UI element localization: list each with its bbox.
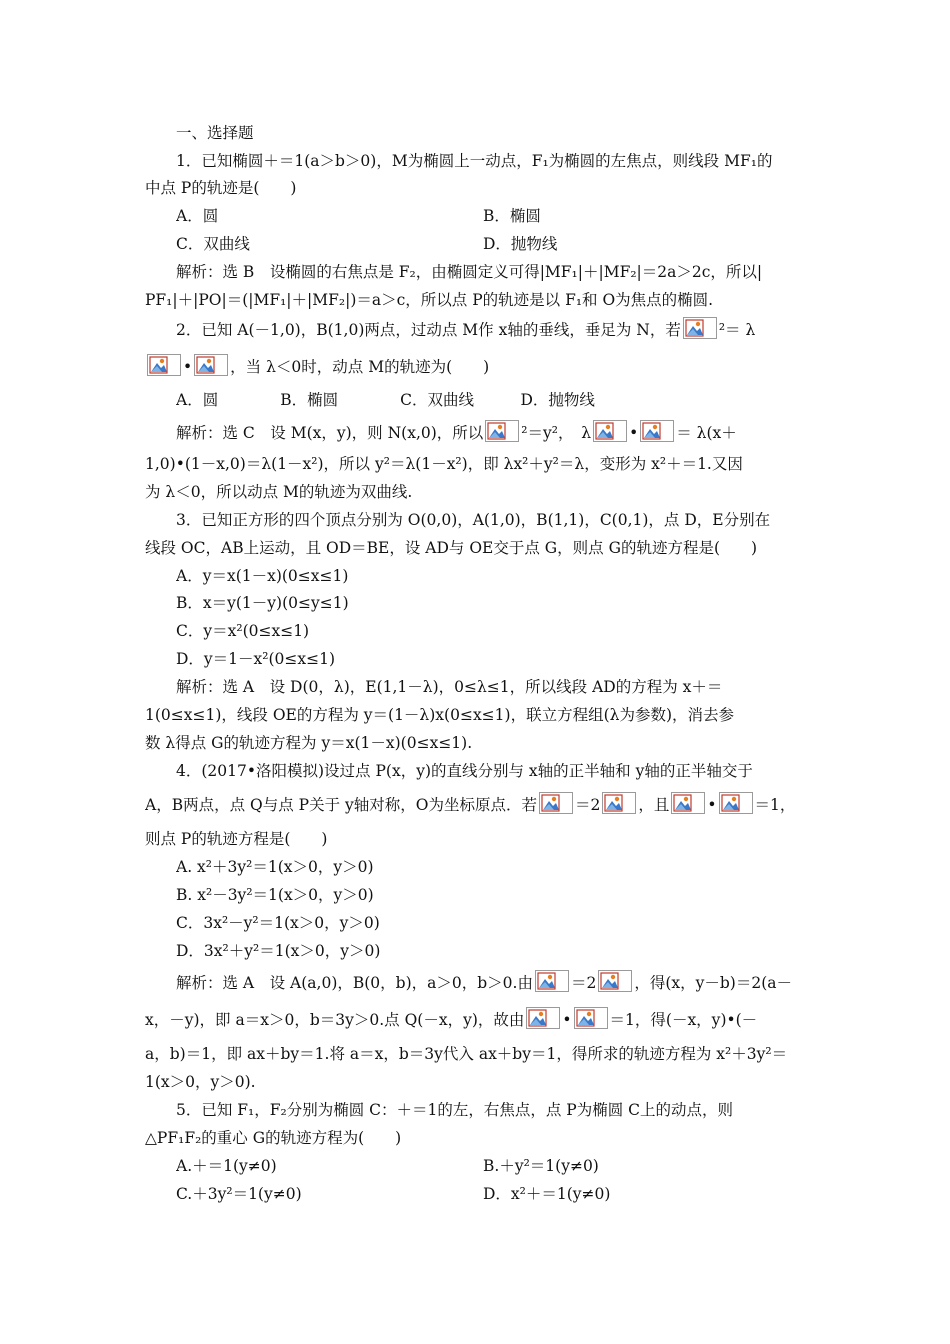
q1-stem-line2: 中点 P的轨迹是( ) <box>145 179 297 197</box>
q4-stem-line2 <box>145 792 807 818</box>
q2-solution-line3: 为 λ＜0，所以动点 M的轨迹为双曲线. <box>145 483 413 501</box>
q2-stem-line2 <box>145 354 807 380</box>
broken-image-icon <box>574 1007 608 1029</box>
q3-solution-line3: 数 λ得点 G的轨迹方程为 y＝x(1－x)(0≤x≤1). <box>145 734 473 752</box>
q3-solution-line2: 1(0≤x≤1)，线段 OE的方程为 y＝(1－λ)x(0≤x≤1)，联立方程组(λ为参数)，消去参 <box>145 706 735 724</box>
q3-solution-line1: 解析：选 A 设 D(0，λ)，E(1,1－λ)，0≤λ≤1，所以线段 AD的方程为 x＋＝ <box>176 678 723 696</box>
broken-image-icon <box>683 317 717 339</box>
q4-solution-line1 <box>176 970 807 996</box>
broken-image-icon <box>671 792 705 814</box>
section-heading: 一、选择题 <box>176 124 254 142</box>
q2-solution-line1 <box>176 420 807 446</box>
q4-stem-line1: 4．(2017•洛阳模拟)设过点 P(x，y)的直线分别与 x轴的正半轴和 y轴的正半轴交于 <box>176 762 753 780</box>
q4-solution-line2 <box>145 1007 807 1033</box>
broken-image-icon <box>719 792 753 814</box>
broken-image-icon <box>598 970 632 992</box>
q3-option-a: A．y＝x(1－x)(0≤x≤1) <box>176 567 349 585</box>
q2-sol-dot: • <box>629 424 639 442</box>
q4-sol-text-a: 解析：选 A 设 A(a,0)，B(0，b)，a＞0，b＞0.由 <box>176 974 533 992</box>
q4-solution-line3: a，b)＝1，即 ax＋by＝1.将 a＝x，b＝3y代入 ax＋by＝1，得所求的轨迹方程为 x²＋3y²＝ <box>145 1045 788 1063</box>
q2-stem-text-a: 2．已知 A(－1,0)，B(1,0)两点，过动点 M作 x轴的垂线，垂足为 N，若 <box>176 321 681 339</box>
q2-sol-text-d: ＝ λ(x＋ <box>676 424 737 442</box>
q4-sol-text-e: ＝1，得(－x，y)•(－ <box>609 1011 758 1029</box>
q2-stem-line1 <box>176 317 807 343</box>
q5-option-b: B.＋y²＝1(y≠0) <box>483 1157 599 1175</box>
q3-option-b: B．x＝y(1－y)(0≤y≤1) <box>176 594 349 612</box>
q4-stem-text-e: ＝1， <box>754 796 796 814</box>
q1-option-b: B．椭圆 <box>483 207 541 225</box>
q3-option-d: D．y＝1－x²(0≤x≤1) <box>176 650 336 668</box>
q4-sol-dot: • <box>562 1011 572 1029</box>
q1-solution-line1: 解析：选 B 设椭圆的右焦点是 F₂，由椭圆定义可得|MF₁|＋|MF₂|＝2a＞2c，所以| <box>176 263 763 281</box>
q1-solution-line2: PF₁|＋|PO|＝(|MF₁|＋|MF₂|)＝a＞c，所以点 P的轨迹是以 F₁和 O为焦点的椭圆. <box>145 291 714 309</box>
broken-image-icon <box>194 354 228 376</box>
q1-option-a: A．圆 <box>176 207 219 225</box>
q4-stem-text-c: ，且 <box>638 796 670 814</box>
q2-solution-line2: 1,0)•(1－x,0)＝λ(1－x²)，所以 y²＝λ(1－x²)，即 λx²＋y²＝λ，变形为 x²＋＝1.又因 <box>145 455 743 473</box>
q4-option-d: D．3x²＋y²＝1(x＞0，y＞0) <box>176 942 381 960</box>
broken-image-icon <box>485 420 519 442</box>
q3-option-c: C．y＝x²(0≤x≤1) <box>176 622 310 640</box>
q2-sol-text-b: ²＝y²， λ <box>521 424 592 442</box>
q4-sol-text-c: ，得(x，y－b)＝2(a－ <box>634 974 792 992</box>
broken-image-icon <box>147 354 181 376</box>
q4-sol-text-b: ＝2 <box>570 974 597 992</box>
q5-option-c: C.＋3y²＝1(y≠0) <box>176 1185 302 1203</box>
q2-stem-text-c: ，当 λ＜0时，动点 M的轨迹为( ) <box>230 358 490 376</box>
q2-stem-dot: • <box>183 358 193 376</box>
q2-sol-text-a: 解析：选 C 设 M(x，y)，则 N(x,0)，所以 <box>176 424 484 442</box>
broken-image-icon <box>539 792 573 814</box>
broken-image-icon <box>640 420 674 442</box>
q2-options: A．圆 B．椭圆 C．双曲线 D．抛物线 <box>176 391 595 409</box>
q5-stem-line2: △PF₁F₂的重心 G的轨迹方程为( ) <box>145 1129 402 1147</box>
q4-stem-text-b: ＝2 <box>574 796 601 814</box>
broken-image-icon <box>535 970 569 992</box>
q4-stem-line3: 则点 P的轨迹方程是( ) <box>145 830 328 848</box>
q4-sol-text-d: x，－y)，即 a＝x＞0，b＝3y＞0.点 Q(－x，y)，故由 <box>145 1011 525 1029</box>
q1-stem-line1: 1．已知椭圆＋＝1(a＞b＞0)，M为椭圆上一动点，F₁为椭圆的左焦点，则线段 MF₁的 <box>176 152 773 170</box>
q5-stem-line1: 5．已知 F₁，F₂分别为椭圆 C：＋＝1的左，右焦点，点 P为椭圆 C上的动点，则 <box>176 1101 734 1119</box>
q3-stem-line2: 线段 OC，AB上运动，且 OD＝BE，设 AD与 OE交于点 G，则点 G的轨迹方程是( ) <box>145 539 758 557</box>
q4-solution-line4: 1(x＞0，y＞0). <box>145 1073 256 1091</box>
q3-stem-line1: 3．已知正方形的四个顶点分别为 O(0,0)，A(1,0)，B(1,1)，C(0,1)，点 D，E分别在 <box>176 511 771 529</box>
q5-option-a: A.＋＝1(y≠0) <box>176 1157 277 1175</box>
q2-stem-text-b: ²＝ λ <box>718 321 756 339</box>
broken-image-icon <box>526 1007 560 1029</box>
broken-image-icon <box>593 420 627 442</box>
q4-option-b: B. x²－3y²＝1(x＞0，y＞0) <box>176 886 374 904</box>
q1-option-c: C．双曲线 <box>176 235 250 253</box>
q4-option-a: A. x²＋3y²＝1(x＞0，y＞0) <box>176 858 374 876</box>
q1-option-d: D．抛物线 <box>483 235 558 253</box>
q4-option-c: C．3x²－y²＝1(x＞0，y＞0) <box>176 914 380 932</box>
q4-stem-text-a: A，B两点，点 Q与点 P关于 y轴对称，O为坐标原点．若 <box>145 796 537 814</box>
q5-option-d: D．x²＋＝1(y≠0) <box>483 1185 611 1203</box>
broken-image-icon <box>602 792 636 814</box>
q4-stem-dot: • <box>707 796 717 814</box>
